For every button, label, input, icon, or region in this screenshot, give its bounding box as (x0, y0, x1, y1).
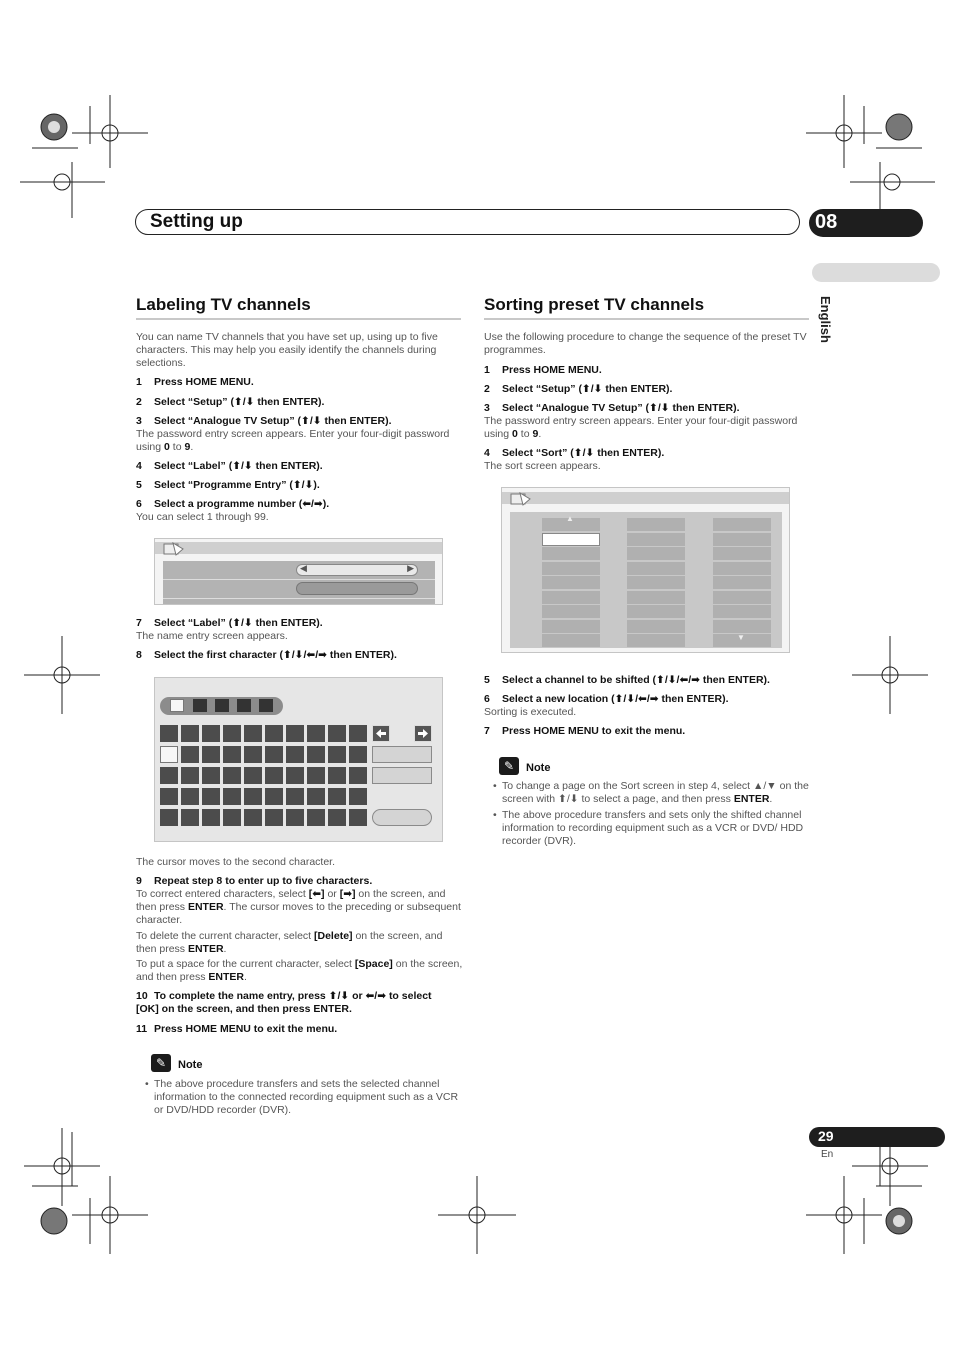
character-key[interactable] (328, 809, 346, 826)
character-key[interactable] (307, 746, 325, 763)
sorting-step-6-desc: Sorting is executed. (484, 706, 577, 718)
labeling-step-10: 10 To complete the name entry, press ⬆/⬇ or ⬅/➡ to select [OK] on the screen, and then press ENTER. (136, 990, 432, 1015)
sorting-intro: Use the following procedure to change the sequence of the preset TV programmes. (484, 331, 807, 356)
channel-slot[interactable] (627, 533, 685, 546)
label-field[interactable] (296, 582, 418, 595)
language-label: English (818, 296, 833, 343)
cursor-left-button[interactable] (372, 725, 390, 742)
ok-button[interactable] (372, 809, 432, 826)
channel-slot[interactable] (542, 547, 600, 560)
character-key[interactable] (265, 809, 283, 826)
character-key[interactable] (160, 788, 178, 805)
character-key[interactable] (202, 809, 220, 826)
page-number: 29 (818, 1128, 834, 1144)
sorting-note-2: • The above procedure transfers and sets only the shifted channel information to recording equipment such as a VCR or DVD/ HDD recorder (DVR). (493, 809, 804, 847)
channel-slot[interactable] (542, 576, 600, 589)
character-key[interactable] (307, 809, 325, 826)
labeling-step-1: 1 Press HOME MENU. (136, 376, 254, 388)
delete-button[interactable] (372, 746, 432, 763)
name-char-1[interactable] (170, 699, 184, 712)
character-key[interactable] (223, 767, 241, 784)
labeling-step-9-correct: To correct entered characters, select [⬅] or [➡] on the screen, and then press ENTER. The cursor moves to the preceding or subsequent character. (136, 888, 461, 926)
channel-slot[interactable] (627, 620, 685, 633)
character-key[interactable] (244, 746, 262, 763)
screen-title-bar (155, 542, 442, 554)
character-key[interactable] (160, 767, 178, 784)
character-key[interactable] (328, 746, 346, 763)
labeling-step-7: 7 Select “Label” (⬆/⬇ then ENTER). (136, 617, 323, 629)
character-key[interactable] (181, 746, 199, 763)
menu-tool-icon (163, 541, 185, 557)
channel-slot[interactable] (542, 634, 600, 647)
character-key[interactable] (307, 788, 325, 805)
character-key[interactable] (244, 767, 262, 784)
section-rule (136, 318, 461, 320)
labeling-step-7-desc: The name entry screen appears. (136, 630, 288, 642)
channel-slot[interactable] (713, 533, 771, 546)
character-key[interactable] (181, 725, 199, 742)
character-key[interactable] (328, 788, 346, 805)
character-key[interactable] (202, 788, 220, 805)
sorting-note-1: • To change a page on the Sort screen in step 4, select ▲/▼ on the screen with ⬆/⬇ to select a page, and then press ENTER. (493, 780, 809, 805)
sorting-step-5: 5 Select a channel to be shifted (⬆/⬇/⬅/➡ then ENTER). (484, 674, 770, 686)
sorting-step-6: 6 Select a new location (⬆/⬇/⬅/➡ then ENTER). (484, 693, 729, 705)
character-key[interactable] (223, 809, 241, 826)
name-entry-screen (154, 677, 443, 842)
sort-grid-area (510, 512, 782, 648)
character-key[interactable] (286, 809, 304, 826)
character-key[interactable] (160, 809, 178, 826)
channel-slot[interactable] (713, 547, 771, 560)
page-header-title: Setting up (150, 211, 243, 232)
arrow-left-icon: ◀ (300, 563, 307, 573)
character-key[interactable] (181, 767, 199, 784)
sorting-step-7: 7 Press HOME MENU to exit the menu. (484, 725, 686, 737)
character-key[interactable] (223, 788, 241, 805)
character-key[interactable] (160, 725, 178, 742)
channel-slot[interactable] (542, 533, 600, 546)
name-char-3[interactable] (215, 699, 229, 712)
chapter-number: 08 (815, 211, 838, 233)
labeling-step-2: 2 Select “Setup” (⬆/⬇ then ENTER). (136, 396, 325, 408)
character-key[interactable] (202, 767, 220, 784)
chapter-badge (809, 209, 923, 237)
labeling-note-1: • The above procedure transfers and sets the selected channel information to the connected recording equipment such as a VCR or DVD/HDD recorder (DVR). (145, 1078, 459, 1116)
character-key[interactable] (181, 788, 199, 805)
section-title-sorting: Sorting preset TV channels (484, 295, 705, 314)
sort-screen (501, 487, 790, 653)
section-rule (484, 318, 809, 320)
programme-number-selector[interactable] (296, 564, 418, 576)
character-key[interactable] (349, 746, 367, 763)
channel-slot[interactable] (627, 562, 685, 575)
character-key[interactable] (349, 725, 367, 742)
screen-content-area (163, 561, 435, 604)
character-key[interactable] (265, 746, 283, 763)
character-key[interactable] (202, 746, 220, 763)
page-language: En (821, 1149, 834, 1160)
sorting-step-4: 4 Select “Sort” (⬆/⬇ then ENTER). (484, 447, 665, 459)
note-pencil-icon: ✎ (499, 757, 519, 775)
character-key[interactable] (265, 725, 283, 742)
character-key[interactable] (328, 767, 346, 784)
page-up-icon[interactable]: ▲ (566, 514, 574, 523)
menu-tool-icon (510, 491, 532, 507)
character-key[interactable] (349, 809, 367, 826)
channel-slot[interactable] (542, 591, 600, 604)
channel-slot[interactable] (627, 605, 685, 618)
channel-slot[interactable] (542, 620, 600, 633)
character-key[interactable] (286, 725, 304, 742)
section-title-labeling: Labeling TV channels (136, 295, 311, 314)
channel-slot[interactable] (627, 634, 685, 647)
screen-title-bar (502, 492, 789, 504)
character-key[interactable] (328, 725, 346, 742)
character-key[interactable] (244, 725, 262, 742)
character-key[interactable] (202, 725, 220, 742)
channel-slot[interactable] (713, 620, 771, 633)
cursor-right-button[interactable] (414, 725, 432, 742)
labeling-step-9-space: To put a space for the current character, select [Space] on the screen, and then press ENTER. (136, 958, 463, 983)
channel-slot[interactable] (713, 605, 771, 618)
labeling-step-11: 11 Press HOME MENU to exit the menu. (136, 1023, 338, 1035)
sorting-step-4-desc: The sort screen appears. (484, 460, 601, 472)
note-pencil-icon: ✎ (151, 1054, 171, 1072)
labeling-intro: You can name TV channels that you have set up, using up to five characters. This may help you easily identify the channels during selections. (136, 331, 438, 369)
label-setup-screen (154, 538, 443, 605)
note-label: Note (526, 762, 551, 774)
character-key[interactable] (307, 725, 325, 742)
character-key[interactable] (286, 788, 304, 805)
sorting-step-1: 1 Press HOME MENU. (484, 364, 602, 376)
page-down-icon[interactable]: ▼ (737, 633, 745, 642)
character-key[interactable] (349, 788, 367, 805)
labeling-step-6-desc: You can select 1 through 99. (136, 511, 269, 523)
channel-slot[interactable] (542, 605, 600, 618)
labeling-step-5: 5 Select “Programme Entry” (⬆/⬇). (136, 479, 320, 491)
character-key[interactable] (265, 767, 283, 784)
channel-slot[interactable] (713, 562, 771, 575)
channel-slot[interactable] (713, 576, 771, 589)
channel-slot[interactable] (713, 591, 771, 604)
labeling-step-3: 3 Select “Analogue TV Setup” (⬆/⬇ then ENTER). (136, 415, 392, 427)
character-key[interactable] (223, 746, 241, 763)
arrow-right-icon (415, 726, 431, 741)
channel-slot[interactable] (627, 547, 685, 560)
character-key[interactable] (265, 788, 283, 805)
character-key[interactable] (349, 767, 367, 784)
sorting-step-3-desc: The password entry screen appears. Enter your four-digit password using 0 to 9. (484, 415, 798, 440)
character-key[interactable] (286, 767, 304, 784)
channel-slot[interactable] (713, 518, 771, 531)
character-key[interactable] (244, 809, 262, 826)
character-key[interactable] (160, 746, 178, 763)
channel-slot[interactable] (627, 518, 685, 531)
name-char-4[interactable] (237, 699, 251, 712)
page-number-badge (809, 1127, 945, 1147)
labeling-step-4: 4 Select “Label” (⬆/⬇ then ENTER). (136, 460, 323, 472)
cursor-note: The cursor moves to the second character. (136, 856, 336, 868)
labeling-step-6: 6 Select a programme number (⬅/➡). (136, 498, 330, 510)
note-label: Note (178, 1059, 203, 1071)
labeling-step-8: 8 Select the first character (⬆/⬇/⬅/➡ then ENTER). (136, 649, 397, 661)
channel-slot[interactable] (627, 591, 685, 604)
name-char-2[interactable] (193, 699, 207, 712)
sorting-step-3: 3 Select “Analogue TV Setup” (⬆/⬇ then ENTER). (484, 402, 740, 414)
character-key[interactable] (223, 725, 241, 742)
labeling-step-3-desc: The password entry screen appears. Enter your four-digit password using 0 to 9. (136, 428, 450, 453)
character-key[interactable] (307, 767, 325, 784)
character-key[interactable] (181, 809, 199, 826)
labeling-step-9-delete: To delete the current character, select [Delete] on the screen, and then press ENTER. (136, 930, 443, 955)
arrow-right-icon: ▶ (407, 563, 414, 573)
name-char-5[interactable] (259, 699, 273, 712)
labeling-step-9: 9 Repeat step 8 to enter up to five characters. (136, 875, 373, 887)
channel-slot[interactable] (627, 576, 685, 589)
channel-slot[interactable] (542, 562, 600, 575)
space-button[interactable] (372, 767, 432, 784)
sorting-step-2: 2 Select “Setup” (⬆/⬇ then ENTER). (484, 383, 673, 395)
language-tab (812, 263, 940, 282)
character-key[interactable] (286, 746, 304, 763)
character-key[interactable] (244, 788, 262, 805)
arrow-left-icon (373, 726, 389, 741)
